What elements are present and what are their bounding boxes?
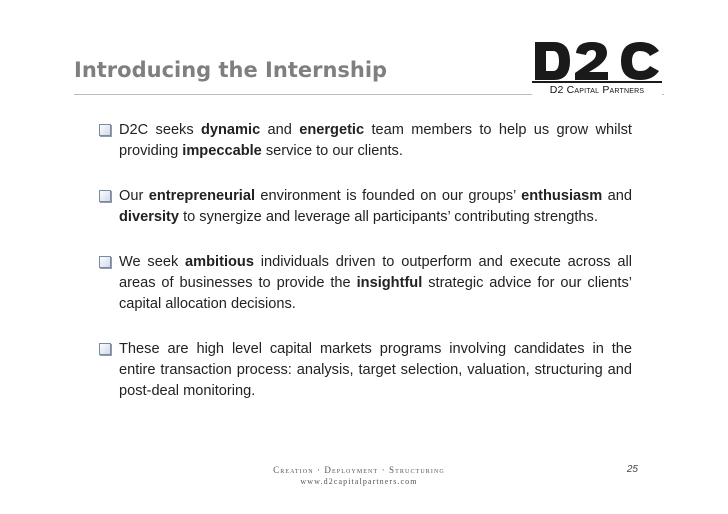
emphasized-text: entrepreneurial	[148, 188, 255, 204]
emphasized-text: diversity	[119, 209, 180, 225]
bullet-text: team members to help us grow whilst providing	[119, 122, 632, 159]
emphasized-text: insightful	[356, 275, 423, 291]
footer-tagline: Creation · Deployment · Structuring	[273, 465, 445, 475]
bullet-text: D2C seeks	[119, 122, 201, 138]
logo-mark	[532, 40, 662, 84]
checkbox-bullet-icon	[99, 256, 111, 268]
page-number: 25	[626, 464, 638, 475]
bullet-text: and	[602, 188, 632, 204]
bullet-text: environment is founded on our groups’	[255, 188, 522, 204]
checkbox-bullet-icon	[99, 343, 111, 355]
bullet-list	[98, 120, 632, 426]
bullet-text: individuals driven to outperform and execute across all areas of businesses to provide the	[119, 254, 632, 291]
d2c-logo-icon	[532, 40, 662, 98]
emphasized-text: dynamic	[200, 122, 261, 138]
bullet-item	[98, 186, 632, 228]
emphasized-text: ambitious	[185, 254, 254, 270]
bullet-item	[98, 339, 632, 402]
logo-subtitle: D2 Capital Partners	[532, 81, 662, 98]
bullet-text: These are high level capital markets programs involving candidates in the entire transaction process: analysis, target selection, valuation, structuring and post-deal monitoring.	[119, 341, 632, 399]
bullet-item	[98, 120, 632, 162]
bullet-text: and	[260, 122, 300, 138]
bullet-text: service to our clients.	[261, 143, 403, 159]
bullet-text: Our	[119, 188, 149, 204]
slide-title: Introducing the Internship	[74, 58, 388, 82]
bullet-item	[98, 252, 632, 315]
bullet-text: to synergize and leverage all participants’ contributing strengths.	[179, 209, 598, 225]
emphasized-text: impeccable	[182, 143, 262, 159]
checkbox-bullet-icon	[99, 124, 111, 136]
bullet-text: We seek	[119, 254, 186, 270]
bullet-text: strategic advice for our clients’ capital allocation decisions.	[119, 275, 633, 312]
emphasized-text: enthusiasm	[521, 188, 603, 204]
checkbox-bullet-icon	[99, 190, 111, 202]
footer-website: www.d2capitalpartners.com	[300, 477, 418, 486]
emphasized-text: energetic	[299, 122, 365, 138]
